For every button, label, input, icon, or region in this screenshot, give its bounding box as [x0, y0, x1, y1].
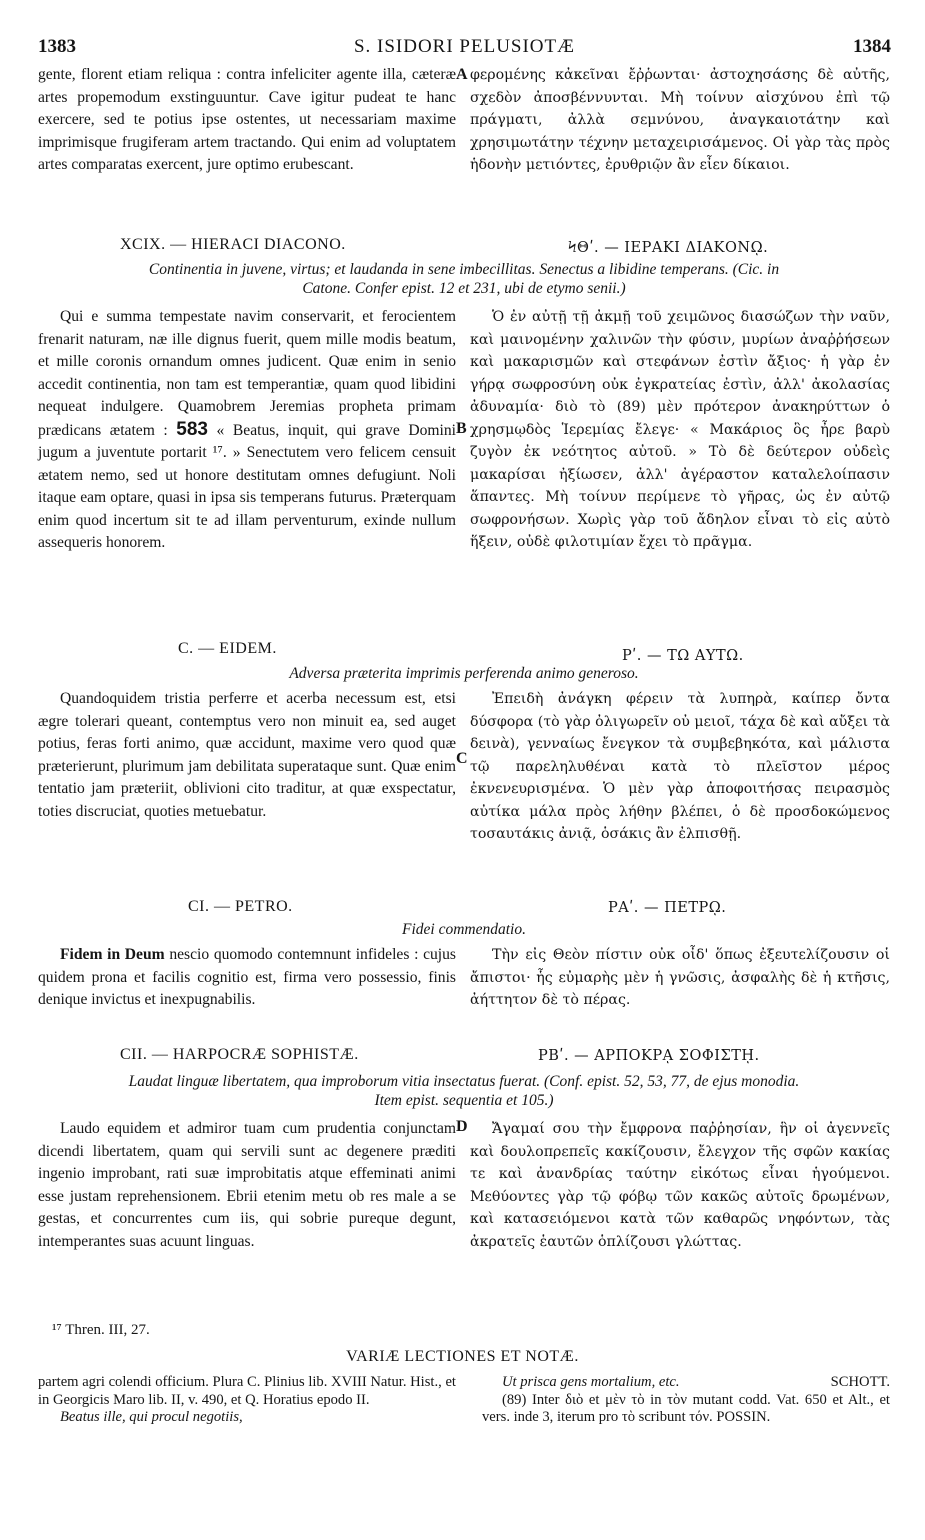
notes-right-column: [482, 1374, 890, 1427]
letter-99-latin-column: [38, 306, 456, 555]
letter-101-heading-latin: CI. — PETRO.: [188, 898, 293, 915]
letter-100-heading-greek: Ρʹ. — ΤΩ ΑΥΤΩ.: [622, 648, 744, 664]
intro-greek-column: [470, 64, 890, 177]
page-header: [38, 36, 891, 60]
letter-102-heading-greek: ΡΒʹ. — ΑΡΠΟΚΡᾼ ΣΟΦΙΣΤῌ.: [538, 1048, 760, 1064]
letter-100-greek-text: Ἐπειδὴ ἀνάγκη φέρειν τὰ λυπηρὰ, καίπερ ὄντα δύσφορα (τὸ γὰρ ὀλιγωρεῖν οὐ μειοῖ, τάχα δὲ καὶ αὔξει τὰ δεινὰ), γενναίως ἔνεγκον τὰ συμβεβηκότα, καὶ μάλιστα τῷ παρεληλυθέναι κατὰ τὸ πλεῖστον μέρος ἐκνενευρισμένα. Ὁ μὲν γὰρ ἀποφοιτήσας πειρασμὸς αὐτίκα μάλα πρὸς λήθην βλέπει, ὁ δὲ προσδοκώμενος τοσαυτάκις ἀνιᾷ, ὁσάκις ἂν ἐλπισθῇ.: [470, 691, 890, 842]
notes-right-quote-line: [482, 1374, 890, 1392]
letter-101-summary: Fidei commendatio.: [402, 921, 526, 938]
notes-left-text: partem agri colendi officium. Plura C. Plinius lib. XVIII Natur. Hist., et in Georgicis Maro lib. II, v. 490, et Q. Horatius epodo II.: [38, 1374, 456, 1408]
margin-letter-d: D: [456, 1118, 468, 1135]
letter-101-latin-text: [38, 944, 456, 1012]
footnote: ¹⁷ Thren. III, 27.: [52, 1322, 150, 1338]
notes-right-text: (89) Inter διὸ et μὲν τὸ in τὸν mutant codd. Vat. 650 et Alt., et vers. inde 3, iterum pro τὸ scribunt τόν.: [482, 1391, 890, 1425]
letter-102-greek-column: [470, 1118, 890, 1253]
notes-right-note: [482, 1392, 890, 1427]
letter-101-greek-column: [470, 944, 890, 1012]
letter-99-heading-greek: ϞΘʹ. — ΙΕΡΑΚΙ ΔΙΑΚΟΝῼ.: [568, 240, 769, 256]
letter-100-summary: Adversa præterita imprimis perferenda animo generoso.: [289, 665, 639, 682]
letter-101-latin-lead: Fidem in Deum: [60, 946, 165, 963]
letter-99-latin-post: « Beatus, inquit, qui grave Domini jugum a juventute portarit ¹⁷. » Senectutem vero felicem censuit ætatem nemo, sed ut honore destitutam omnes defugiunt. Noli itaque eam optare, quasi in ipsa sis temperans futurus. Præterquam enim quod incertum sit te ad illam perventurum, exinde nullum assequeris honorem.: [38, 421, 456, 551]
margin-letter-c: C: [456, 750, 468, 767]
letter-100-greek-column: [470, 688, 890, 846]
margin-letter-a: A: [456, 66, 468, 83]
letter-102-summary-line-1: Laudat linguæ libertatem, qua improborum vitia insectatus fuerat. (Conf. epist. 52, 53, 77, de ejus monodia.: [128, 1073, 800, 1090]
letter-102-summary-line-2: Item epist. sequentia et 105.): [374, 1092, 554, 1109]
letter-99-summary-line-2: Catone. Confer epist. 12 et 231, ubi de etymo senii.): [302, 280, 626, 297]
letter-99-latin-pre: Qui e summa tempestate navim conservarit, et ferocientem frenarit naturam, næ ille dignus fuerit, quem mille modis beatum, et mille coronis ornandum omnes judicent. Quæ enim in senio accedit continentia, non tam est temperantiæ, quam quod libidini nequeat indulgere. Quamobrem Jeremias propheta primam prædicans ætatem :: [38, 308, 456, 439]
margin-letter-b: B: [456, 420, 467, 437]
letter-102-heading-latin: CII. — HARPOCRÆ SOPHISTÆ.: [120, 1046, 359, 1063]
notes-title: VARIÆ LECTIONES ET NOTÆ.: [346, 1348, 579, 1365]
intro-latin-column: [38, 64, 456, 177]
column-marker-583: 583: [176, 418, 208, 440]
notes-left-quote: Beatus ille, qui procul negotiis,: [60, 1409, 243, 1425]
letter-99-greek-text: Ὁ ἐν αὐτῇ τῇ ἀκμῇ τοῦ χειμῶνος διασώζων τὴν ναῦν, καὶ μαινομένην χαλινῶν τὴν φύσιν, μυρίων ἀναῤῥήσεων καὶ μακαρισμῶν καὶ στεφάνων ἐστὶν ἄξιος· ἡ γὰρ ἐν γήρᾳ σωφροσύνη οὐκ ἐγκρατείας ἐστὶν, ἀλλ' ἀκολασίας ἀδυναμία· διὸ τὸ (89) μὲν πρότερον ἀνακηρύττων ὁ χρησμῳδὸς Ἱερεμίας ἔλεγε· « Μακάριος ὃς ἦρε βαρὺ ζυγὸν ἐκ νεότητος αὐτοῦ. » Τὸ δὲ δεύτερον οὐδεὶς μακαρίσαι ἠξίωσεν, ἀλλ' ἀγέραστον καταλελοίπασιν ἅπαντες. Μὴ τοίνυν περίμενε τὸ γῆρας, ὡς ἐν αὐτῷ σωφρονήσων. Χωρὶς γὰρ τοῦ ἄδηλον εἶναι τὸ εἰς αὐτὸ ἥξειν, οὐδὲ φιλοτιμίαν ἔχει τὸ πρᾶγμα.: [470, 309, 890, 550]
letter-99-summary-line-1: Continentia in juvene, virtus; et laudanda in sene imbecillitas. Senectus a libidine temperans. (Cic. in: [148, 261, 780, 278]
letter-101-latin-body: nescio quomodo contemnunt infideles : cujus quidem prona et facilis cognitio est, firma vero possessio, finis denique invictus et inexpugnabilis.: [38, 946, 456, 1008]
letter-99-heading-latin: XCIX. — HIERACI DIACONO.: [120, 236, 346, 253]
letter-102-greek-text: Ἄγαμαί σου τὴν ἔμφρονα παῤῥησίαν, ἣν οἱ ἀγεννεῖς καὶ δουλοπρεπεῖς κακίζουσιν, ἔλεγχον τῆς σφῶν κακίας τε καὶ ἀνανδρίας ταύτην εἰκότως εἶναι ἡγούμενοι. Μεθύοντες γὰρ τῷ φόβῳ τῶν κακῶς αὐτοῖς δρωμένων, καὶ κατασειόμενοι κατὰ τῶν καθαρῶς νηφόντων, τὰς ἀκρατεῖς ἑαυτῶν ὁπλίζουσι γλώττας.: [470, 1121, 890, 1250]
letter-100-latin-text: Quandoquidem tristia perferre et acerba necessum est, etsi ægre tolerari queant, contemptus vero non minuit ea, sed auget potius, feras forti animo, quæ accidunt, maxime vero quod quæ præterierunt, plurimum jam debilitata superataque sunt. Quæ enim tentatio jam præteriit, oblivioni cito traditur, at quæ exspectatur, toties discruciat, quoties metuebatur.: [38, 690, 456, 820]
letter-101-latin-column: [38, 944, 456, 1012]
notes-right-author: POSSIN.: [716, 1409, 771, 1425]
intro-greek-text: φερομένης κἀκεῖναι ἔῤῥωνται· ἀστοχησάσης δὲ αὐτῆς, σχεδὸν ἀποσβέννυνται. Μὴ τοίνυν αἰσχύνου ἐπὶ τῷ πράγματι, ἀλλὰ σεμνύνου, ἀναγκαιοτάτην καὶ χρησιμωτάτην τέχνην μεταχειρισάμενος. Οἱ γὰρ τὰς πρὸς ἡδονὴν μετιόντες, ἐρυθριῷν ἂν εἶεν δίκαιοι.: [470, 67, 890, 173]
notes-left-column: [38, 1374, 456, 1427]
letter-99-summary: [38, 260, 890, 298]
page-number-left: 1383: [38, 36, 76, 57]
letter-101-greek-text: Τὴν εἰς Θεὸν πίστιν οὐκ οἶδ' ὅπως ἐξευτελίζουσιν οἱ ἄπιστοι· ἧς εὐμαρὴς μὲν ἡ γνῶσις, ἀσφαλὴς δὲ ἡ κτῆσις, ἀήττητον δὲ τὸ πέρας.: [470, 947, 890, 1008]
page-number-right: 1384: [853, 36, 891, 57]
notes-right-quote-author: SCHOTT.: [830, 1374, 890, 1390]
letter-102-latin-column: [38, 1118, 456, 1253]
letter-101-heading-greek: ΡΑʹ. — ΠΕΤΡῼ.: [608, 900, 727, 916]
notes-right-quote: Ut prisca gens mortalium, etc.: [502, 1374, 680, 1390]
running-title: S. ISIDORI PELUSIOTÆ: [353, 36, 576, 57]
letter-102-summary: [38, 1072, 890, 1110]
letter-102-latin-text: Laudo equidem et admiror tuam cum prudentia conjunctam dicendi libertatem, quam qui servili sunt ac degenere præditi ingenio improbant, rati suæ improbitatis atque effeminati animi esse justam reprehensionem. Ebrii etenim metu ob res male a se gestas, et concurrentes cum iis, qui sobrie pureque degunt, intemperantes suas acuunt linguas.: [38, 1120, 456, 1250]
letter-100-latin-column: [38, 688, 456, 823]
letter-99-greek-column: [470, 306, 890, 554]
letter-100-heading-latin: C. — EIDEM.: [178, 640, 277, 657]
intro-latin-text: gente, florent etiam reliqua : contra infeliciter agente illa, cæteræ artes propemodum exstinguuntur. Cave igitur pudeat te hanc exercere, sed te potius ipse ostentes, ut necessariam maxime imprimisque frugiferam artem tractando. Qui enim ad voluptatem artes comparatas exercent, jure optimo erubescant.: [38, 66, 456, 173]
letter-99-latin-text: [38, 306, 456, 555]
